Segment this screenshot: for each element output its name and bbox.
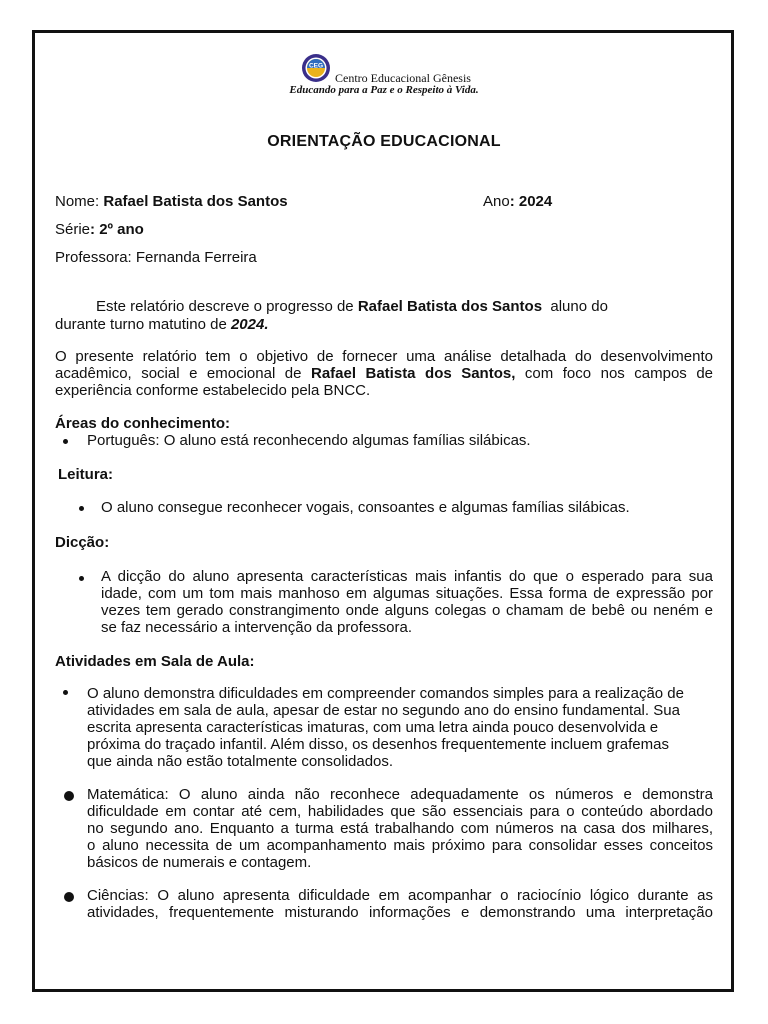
year-label: Ano <box>483 193 510 210</box>
matematica-line-5: básicos de numerais e contagem. <box>87 854 312 871</box>
portugues-item: Português: O aluno está reconhecendo algumas famílias silábicas. <box>87 432 531 449</box>
name-label: Nome: <box>55 193 100 210</box>
bullet <box>64 892 74 902</box>
intro-text: Este relatório descreve o progresso de <box>96 298 358 315</box>
grade-value: : 2º ano <box>90 221 144 238</box>
bullet <box>79 576 84 581</box>
atividades-line-2: atividades em sala de aula, apesar de estar no segundo ano do ensino fundamental. Sua <box>87 702 680 719</box>
bullet <box>79 506 84 511</box>
leitura-item: O aluno consegue reconhecer vogais, consoantes e algumas famílias silábicas. <box>101 499 630 516</box>
matematica-line-2: dificuldade em contar até cem, habilidades que são essenciais para o conteúdo abordado <box>87 803 713 820</box>
diccao-heading: Dicção: <box>55 534 110 551</box>
grade-line <box>55 221 144 238</box>
matematica-line-3: no segundo ano. Enquanto a turma está trabalhando com números na casa dos milhares, <box>87 820 713 837</box>
diccao-line-2: idade, com um tom mais manhoso em algumas situações. Essa forma de expressão por <box>101 585 713 602</box>
ciencias-line-1: Ciências: O aluno apresenta dificuldade em acompanhar o raciocínio lógico durante as <box>87 887 713 904</box>
diccao-line-3: vezes tem gerado constrangimento onde alguns colegas o chamam de bebê ou neném e <box>101 602 713 619</box>
atividades-line-4: próxima do traçado infantil. Além disso, os desenhos frequentemente incluem grafemas <box>87 736 669 753</box>
intro-student-name: Rafael Batista dos Santos <box>357 298 543 315</box>
intro-year: 2024. <box>230 316 269 333</box>
school-motto: Educando para a Paz e o Respeito à Vida. <box>289 84 479 96</box>
diccao-line-4: se faz necessário a intervenção da professora. <box>101 619 413 636</box>
student-name: Rafael Batista dos Santos <box>103 193 288 210</box>
purpose-text-end: com foco nos campos de <box>515 365 713 382</box>
bullet <box>63 690 68 695</box>
school-logo <box>301 53 331 83</box>
atividades-heading: Atividades em Sala de Aula: <box>55 653 255 670</box>
atividades-line-5: que ainda não estão totalmente consolidados. <box>87 753 394 770</box>
leitura-heading: Leitura: <box>58 466 114 483</box>
year-line <box>483 193 552 210</box>
intro-line-1 <box>96 298 608 315</box>
teacher-line: Professora: Fernanda Ferreira <box>55 249 257 266</box>
intro-text-2: durante turno matutino de <box>55 316 231 333</box>
areas-heading: Áreas do conhecimento: <box>55 415 231 432</box>
purpose-text: acadêmico, social e emocional de <box>55 365 311 382</box>
grade-label: Série <box>55 221 91 238</box>
matematica-line-4: o aluno necessita de um acompanhamento mais próximo para consolidar esses conceitos <box>87 837 713 854</box>
year-value: : 2024 <box>509 193 553 210</box>
bullet <box>63 439 68 444</box>
atividades-line-1: O aluno demonstra dificuldades em compreender comandos simples para a realização de <box>87 685 684 702</box>
matematica-line-1: Matemática: O aluno ainda não reconhece adequadamente os números e demonstra <box>87 786 713 803</box>
student-name-line <box>55 193 288 210</box>
diccao-line-1: A dicção do aluno apresenta características mais infantis do que o esperado para sua <box>101 568 713 585</box>
purpose-line-3: experiência conforme estabelecido pela BNCC. <box>55 382 371 399</box>
purpose-student-name: Rafael Batista dos Santos, <box>310 365 516 382</box>
ciencias-line-2: atividades, frequentemente misturando informações e demonstrando uma interpretação <box>87 904 713 921</box>
intro-text-end: aluno do <box>542 298 608 315</box>
purpose-line-1: O presente relatório tem o objetivo de fornecer uma análise detalhada do desenvolvimento <box>55 348 713 365</box>
purpose-line-2 <box>55 365 713 382</box>
intro-line-2 <box>55 316 269 333</box>
page-title: ORIENTAÇÃO EDUCACIONAL <box>267 133 501 150</box>
atividades-line-3: escrita apresenta características imaturas, com uma letra ainda pouco desenvolvida e <box>87 719 659 736</box>
school-name: Centro Educacional Gênesis <box>335 71 471 85</box>
logo-lettering: CEG <box>308 62 324 70</box>
bullet <box>64 791 74 801</box>
